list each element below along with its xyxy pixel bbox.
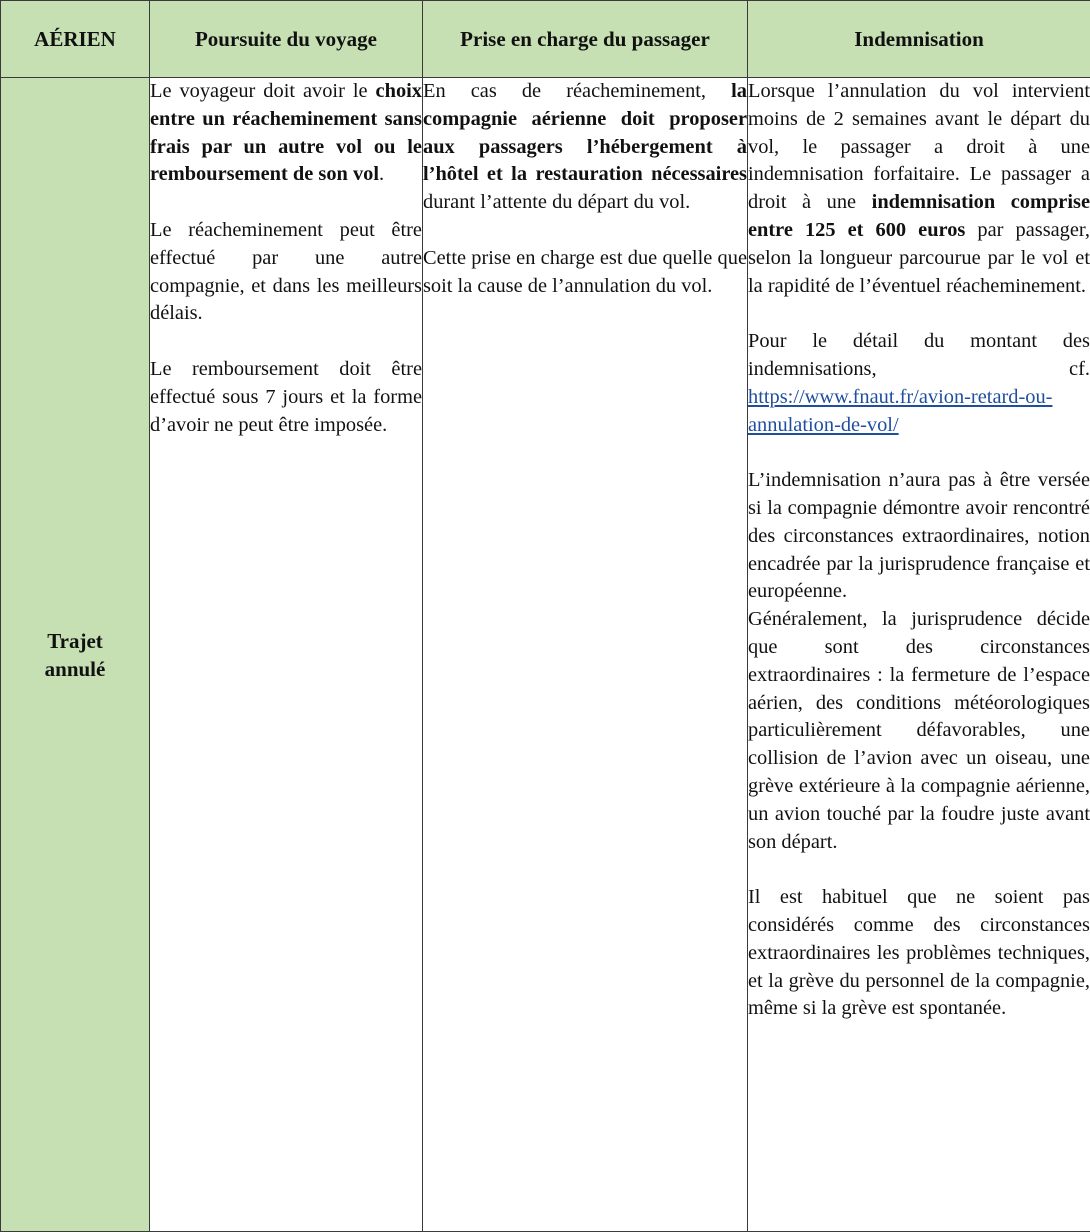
bold-text: la compagnie aérienne doit proposer aux passagers l’hébergement à l’hôtel et la restauration nécessaires — [423, 80, 747, 186]
header-aerien: AÉRIEN — [1, 1, 150, 78]
text: Lorsque l’annulation du vol intervient moins de 2 semaines avant le départ du vol, le passager a droit à une indemnisation forfaitaire. Le passager a droit à une — [748, 80, 1090, 214]
cell-indemnisation — [748, 78, 1090, 1232]
row-label-line2: annulé — [44, 656, 106, 681]
paragraph: L’indemnisation n’aura pas à être versée si la compagnie démontre avoir rencontré des circonstances extraordinaires, notion encadrée par la jurisprudence française et européenne. — [748, 469, 1090, 603]
row-label-line1: Trajet — [47, 628, 103, 653]
bold-text: indemnisation comprise entre 125 et 600 euros — [748, 191, 1090, 241]
row-label — [1, 78, 150, 1232]
paragraph: Généralement, la jurisprudence décide que sont des circonstances extraordinaires : la fermeture de l’espace aérien, des conditions météorologiques particulièrement défavorables, une collision de l’avion avec un oiseau, une grève extérieure à la compagnie aérienne, un avion touché par la foudre juste avant son départ. — [748, 608, 1090, 853]
text: Le voyageur doit avoir le — [150, 80, 376, 102]
text: En cas de réacheminement, — [423, 80, 732, 102]
text: . — [379, 163, 385, 186]
text: Pour le détail du montant des indemnisations, cf. — [748, 330, 1090, 380]
paragraph: Le réacheminement peut être effectué par une autre compagnie, et dans les meilleurs délais. — [150, 218, 422, 325]
cell-poursuite-du-voyage — [150, 78, 423, 1232]
paragraph: Le remboursement doit être effectué sous 7 jours et la forme d’avoir ne peut être imposée. — [150, 357, 422, 436]
header-indemnisation: Indemnisation — [748, 1, 1090, 78]
header-prise-en-charge: Prise en charge du passager — [423, 1, 748, 78]
paragraph — [150, 78, 422, 189]
paragraph: Il est habituel que ne soient pas considérés comme des circonstances extraordinaires les problèmes techniques, et la grève du personnel de la compagnie, même si la grève est spontanée. — [748, 886, 1090, 1020]
paragraph — [748, 78, 1090, 300]
bold-text: choix entre un réacheminement sans frais par un autre vol ou le remboursement de son vol — [150, 80, 422, 186]
header-poursuite-du-voyage: Poursuite du voyage — [150, 1, 423, 78]
header-row — [1, 1, 1090, 78]
text: par passager, selon la longueur parcourue par le vol et la rapidité de l’éventuel réacheminement. — [748, 218, 1090, 297]
cell-prise-en-charge — [423, 78, 748, 1232]
paragraph — [423, 78, 747, 217]
fnaut-link[interactable]: https://www.fnaut.fr/avion-retard-ou-annulation-de-vol/ — [748, 385, 1053, 436]
paragraph — [748, 328, 1090, 439]
text: durant l’attente du départ du vol. — [423, 191, 691, 214]
row-trajet-annule — [1, 78, 1090, 1232]
paragraph: Cette prise en charge est due quelle que soit la cause de l’annulation du vol. — [423, 246, 747, 297]
